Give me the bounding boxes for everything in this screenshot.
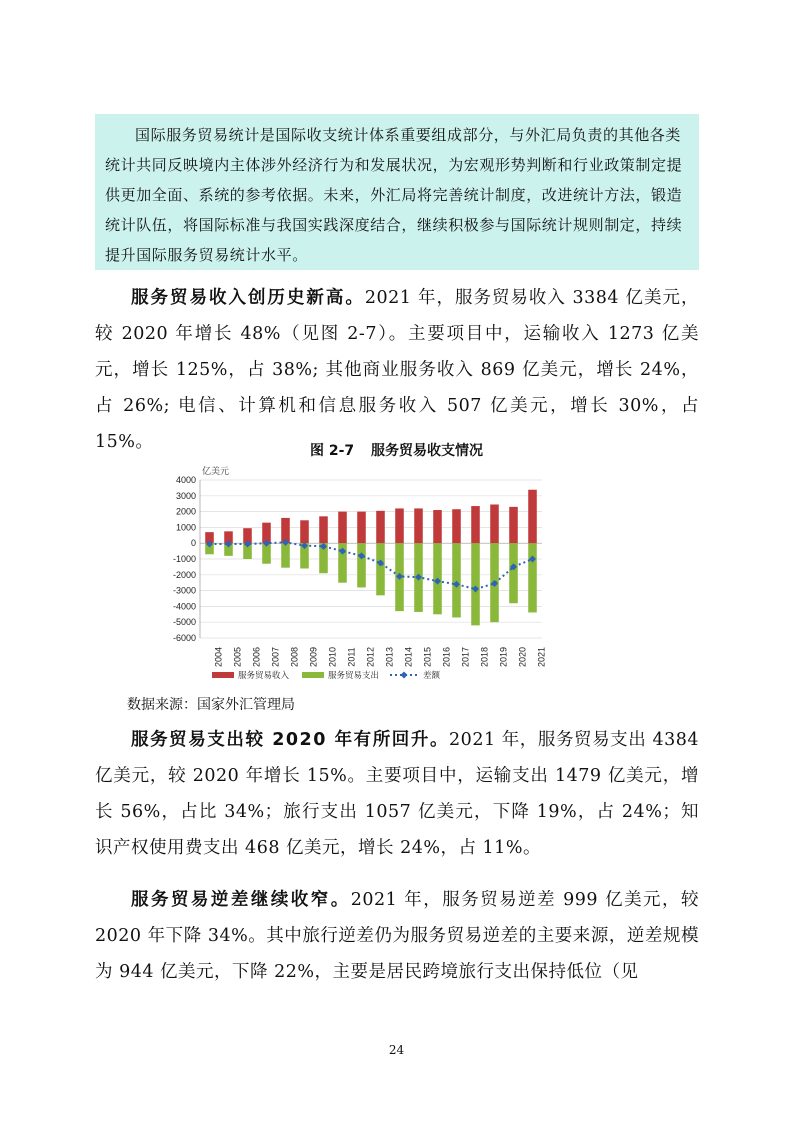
y-tick-label: -3000: [172, 585, 196, 596]
data-source: 数据来源：国家外汇管理局: [127, 697, 295, 713]
figure-title: [0, 440, 793, 460]
expense-bar: [357, 543, 366, 587]
callout-box: [95, 114, 699, 270]
income-bar: [414, 508, 423, 543]
page-number: 24: [388, 1043, 405, 1057]
legend-label-expense: 服务贸易支出: [328, 670, 380, 680]
x-tick-label: 2007: [270, 646, 281, 668]
paragraph-deficit: [95, 882, 699, 990]
x-tick-label: 2005: [232, 646, 243, 668]
y-tick-label: 4000: [175, 475, 196, 485]
paragraph-income: [95, 280, 699, 460]
income-bar: [300, 520, 309, 543]
income-bar: [452, 509, 461, 543]
x-tick-label: 2012: [365, 646, 376, 668]
y-tick-label: -5000: [172, 617, 196, 628]
paragraph-deficit-heading: 服务贸易逆差继续收窄。: [131, 890, 351, 910]
y-tick-label: 2000: [175, 506, 196, 517]
income-bar: [490, 504, 499, 543]
services-trade-chart: [150, 460, 550, 690]
income-bar: [319, 516, 328, 543]
figure-number: 图 2-7: [309, 443, 355, 459]
income-bar: [471, 506, 480, 543]
paragraph-income-body: 2021 年，服务贸易收入 3384 亿美元，较 2020 年增长 48%（见图 2-7）。主要项目中，运输收入 1273 亿美元，增长 125%，占 38%; 其他商业服务收入 869 亿美元，增长 24%，占 26%; 电信、计算机和信息服务收入 507 亿美元，增长 30%，占 15%。: [95, 288, 700, 452]
y-tick-label: -1000: [172, 554, 196, 564]
income-bar: [376, 511, 385, 543]
y-tick-label: -6000: [172, 633, 196, 643]
y-tick-label: 1000: [175, 522, 196, 533]
expense-bar: [452, 543, 461, 617]
paragraph-expense-heading: 服务贸易支出较 2020 年有所回升。: [131, 730, 450, 750]
x-tick-label: 2008: [289, 646, 300, 668]
expense-bar: [471, 543, 480, 625]
x-tick-label: 2015: [422, 646, 433, 668]
income-bar: [433, 510, 442, 543]
x-tick-label: 2017: [460, 646, 471, 668]
expense-bar: [528, 543, 537, 612]
paragraph-expense: [95, 722, 699, 866]
callout-text: 国际服务贸易统计是国际收支统计体系重要组成部分，与外汇局负责的其他各类统计共同反映境内主体涉外经济行为和发展状况，为宏观形势判断和行业政策制定提供更加全面、系统的参考依据。未来，外汇局将完善统计制度，改进统计方法，锻造统计队伍，将国际标准与我国实践深度结合，继续积极参与国际统计规则制定，持续提升国际服务贸易统计水平。: [105, 126, 683, 264]
x-tick-label: 2006: [251, 646, 262, 668]
expense-bar: [281, 543, 290, 567]
paragraph-income-heading: 服务贸易收入创历史新高。: [131, 288, 365, 308]
legend-label-balance: 差额: [423, 670, 441, 680]
paragraph-expense-body: 2021 年，服务贸易支出 4384 亿美元，较 2020 年增长 15%。主要项目中，运输支出 1479 亿美元，增长 56%，占比 34%；旅行支出 1057 亿美元，下降 19%，占 24%；知识产权使用费支出 468 亿美元，增长 24%，占 11%。: [95, 730, 700, 858]
x-tick-label: 2018: [479, 646, 490, 668]
x-tick-label: 2019: [498, 646, 509, 668]
paragraph-deficit-body: 2021 年，服务贸易逆差 999 亿美元，较 2020 年下降 34%。其中旅行逆差仍为服务贸易逆差的主要来源，逆差规模为 944 亿美元，下降 22%，主要是居民跨境旅行支出保持低位（见: [95, 890, 699, 982]
expense-bar: [509, 543, 518, 603]
legend-swatch-income: [212, 672, 234, 678]
income-bar: [528, 490, 537, 543]
x-tick-label: 2020: [517, 646, 528, 668]
income-bar: [509, 507, 518, 543]
x-tick-label: 2016: [441, 646, 452, 668]
income-bar: [395, 508, 404, 543]
income-bar: [357, 512, 366, 544]
x-tick-label: 2009: [308, 646, 319, 668]
y-tick-label: -2000: [172, 569, 196, 580]
x-tick-label: 2011: [346, 647, 357, 667]
x-tick-label: 2021: [536, 646, 547, 668]
x-tick-label: 2004: [213, 646, 224, 668]
x-tick-label: 2010: [327, 646, 338, 668]
x-tick-label: 2013: [384, 646, 395, 668]
income-bar: [338, 512, 347, 544]
y-tick-label: 0: [190, 538, 196, 549]
legend-swatch-expense: [302, 672, 324, 678]
figure-caption: 服务贸易收支情况: [371, 443, 484, 459]
y-tick-label: 3000: [175, 490, 196, 501]
y-tick-label: -4000: [172, 601, 196, 612]
legend-label-income: 服务贸易收入: [238, 670, 290, 680]
x-tick-label: 2014: [403, 646, 414, 668]
chart-unit-label: 亿美元: [202, 466, 230, 476]
expense-bar: [376, 543, 385, 595]
